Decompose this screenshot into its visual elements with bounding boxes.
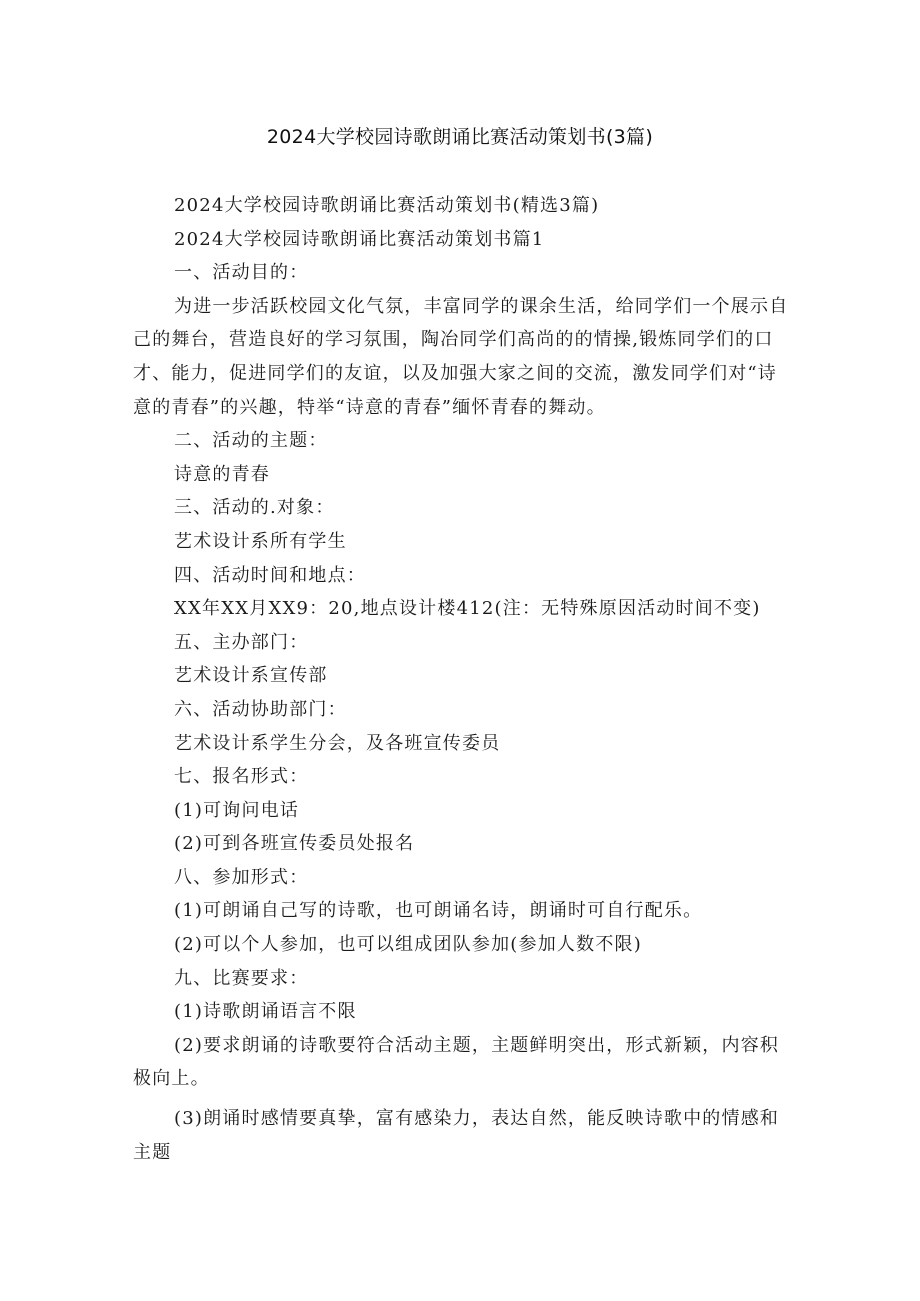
document-body [133,189,793,1169]
list-item-requirement-1: (1)诗歌朗诵语言不限 [174,1001,357,1023]
paragraph-co-organizer: 艺术设计系学生分会，及各班宣传委员 [174,732,501,754]
document-title: 2024大学校园诗歌朗诵比赛活动策划书(3篇) [266,126,654,148]
paragraph-activity-audience: 艺术设计系所有学生 [174,530,347,552]
list-item-participation-2: (2)可以个人参加，也可以组成团队参加(参加人数不限) [174,934,642,956]
heading-organizer: 五、主办部门： [174,631,309,653]
heading-registration: 七、报名形式： [174,766,309,788]
heading-participation: 八、参加形式： [174,866,309,888]
list-item-registration-2: (2)可到各班宣传委员处报名 [174,833,415,855]
list-item-requirement-3: (3)朗诵时感情要真挚，富有感染力，表达自然，能反映诗歌中的情感和主题 [133,1108,780,1163]
heading-activity-theme: 二、活动的主题： [174,430,328,452]
paragraph-organizer: 艺术设计系宣传部 [174,665,328,687]
heading-activity-audience: 三、活动的.对象： [174,497,335,519]
list-item-participation-1: (1)可朗诵自己写的诗歌，也可朗诵名诗，朗诵时可自行配乐。 [174,900,703,922]
paragraph-activity-purpose: 为进一步活跃校园文化气氛，丰富同学的课余生活，给同学们一个展示自己的舞台，营造良好的学习氛围，陶冶同学们高尚的的情操,锻炼同学们的口才、能力，促进同学们的友谊，以及加强大家之间的交流，激发同学们对“诗意的青春”的兴趣，特举“诗意的青春”缅怀青春的舞动。 [133,295,789,418]
paragraph-activity-theme: 诗意的青春 [174,463,270,485]
paragraph-subtitle-selected: 2024大学校园诗歌朗诵比赛活动策划书(精选3篇) [174,195,600,216]
heading-requirements: 九、比赛要求： [174,967,309,989]
heading-co-organizer: 六、活动协助部门： [174,698,347,720]
heading-activity-purpose: 一、活动目的： [174,262,309,284]
list-item-requirement-2: (2)要求朗诵的诗歌要符合活动主题，主题鲜明突出，形式新颖，内容积极向上。 [133,1034,780,1090]
heading-time-place: 四、活动时间和地点： [174,564,366,586]
paragraph-time-place: XX年XX月XX9：20,地点设计楼412(注：无特殊原因活动时间不变) [174,598,761,620]
list-item-registration-1: (1)可询问电话 [174,799,300,821]
paragraph-subtitle-part1: 2024大学校园诗歌朗诵比赛活动策划书篇1 [174,228,545,250]
